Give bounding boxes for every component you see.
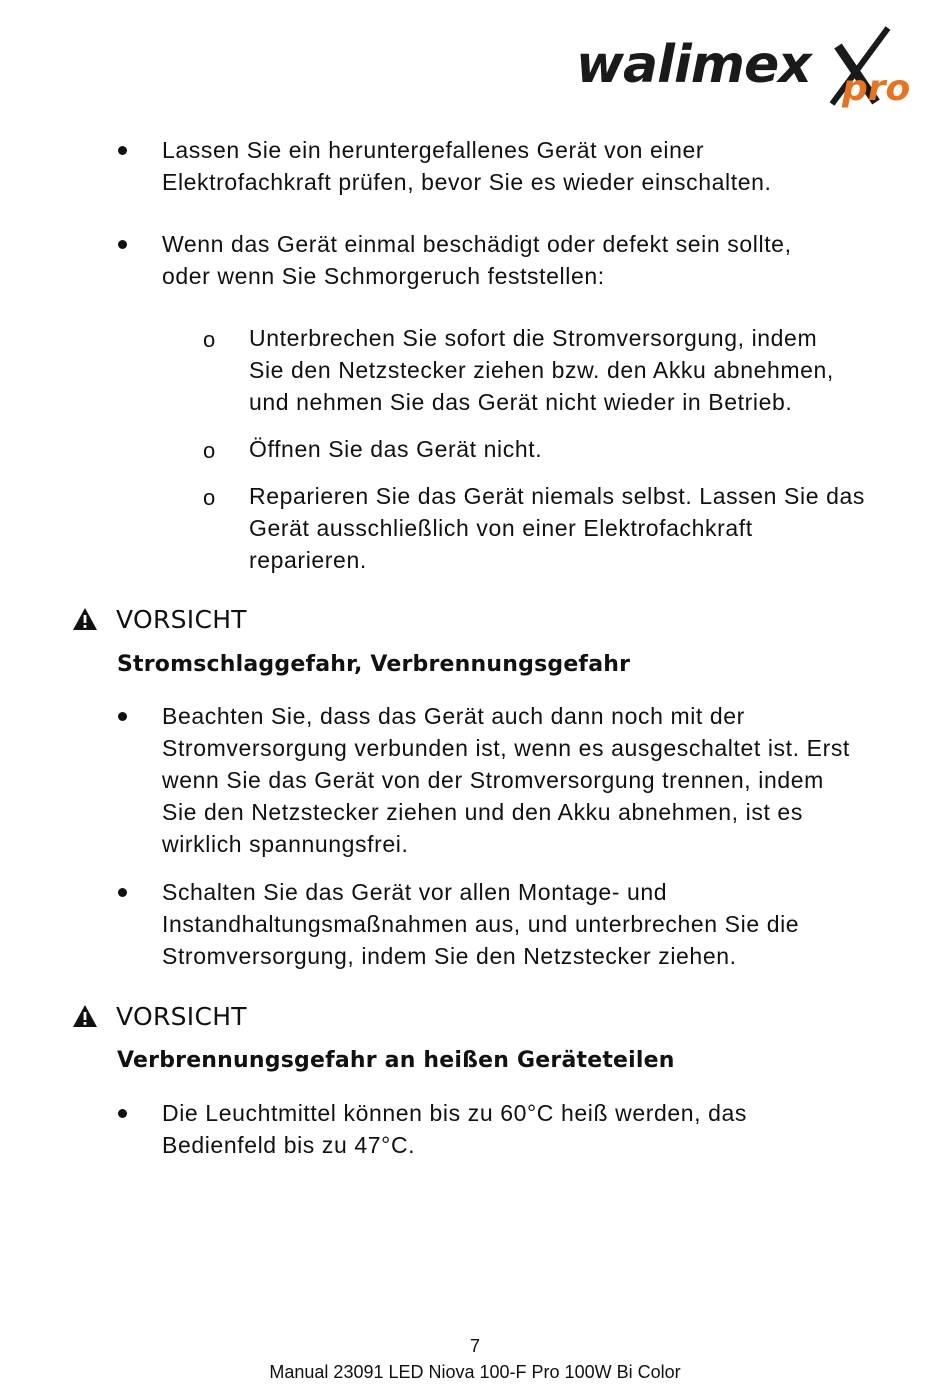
logo-brand-text: walimex [576,35,811,95]
intro-bullet-1-line-1: Lassen Sie ein heruntergefallenes Gerät von einer [162,137,705,163]
bullet-dot [118,1109,127,1118]
page-number: 7 [469,1336,480,1356]
sub-bullet-3-line-1: Reparieren Sie das Gerät niemals selbst. Lassen Sie das [249,483,865,509]
intro-bullet-1-line-2: Elektrofachkraft prüfen, bevor Sie es wieder einschalten. [162,169,772,195]
section-1-bullet-1-line-4: Sie den Netzstecker ziehen und den Akku abnehmen, ist es [162,799,803,825]
sub-bullet-1-line-3: und nehmen Sie das Gerät nicht wieder in Betrieb. [249,389,793,415]
section-1-bullet-2-line-3: Stromversorgung, indem Sie den Netzstecker ziehen. [162,943,737,969]
sub-bullet-1-line-2: Sie den Netzstecker ziehen bzw. den Akku abnehmen, [249,357,834,383]
section-1-bullet-1-line-3: wenn Sie das Gerät von der Stromversorgung trennen, indem [162,767,824,793]
sub-bullet-3-line-2: Gerät ausschließlich von einer Elektrofachkraft [249,515,753,541]
bullet-dot [118,240,127,249]
walimex-pro-logo [570,24,930,108]
warning-label: VORSICHT [116,604,247,634]
section-1-bullet-1-line-1: Beachten Sie, dass das Gerät auch dann noch mit der [162,703,745,729]
section-2-bullet-1-line-2: Bedienfeld bis zu 47°C. [162,1132,416,1158]
section-1-bullet-1-line-5: wirklich spannungsfrei. [162,831,409,857]
logo-suffix-text: pro [842,68,911,108]
sub-bullet-2-line-1: Öffnen Sie das Gerät nicht. [249,436,543,462]
bullet-dot [118,712,127,721]
warning-row [72,603,247,635]
section-2-bullet-1-line-1: Die Leuchtmittel können bis zu 60°C heiß werden, das [162,1100,748,1126]
section-heading: Verbrennungsgefahr an heißen Geräteteilen [117,1048,675,1073]
section-1-bullet-1-line-2: Stromversorgung verbunden ist, wenn es ausgeschaltet ist. Erst [162,735,850,761]
bullet-dot [118,888,127,897]
section-1-bullet-2-line-1: Schalten Sie das Gerät vor allen Montage- und [162,879,668,905]
intro-bullet-2-line-2: oder wenn Sie Schmorgeruch feststellen: [162,263,605,289]
sub-bullet-marker: o [203,485,216,510]
warning-triangle-icon [72,607,98,631]
sub-bullet-marker: o [203,327,216,352]
section-heading: Stromschlaggefahr, Verbrennungsgefahr [117,652,631,677]
warning-row [72,1000,247,1032]
intro-bullet-2-line-1: Wenn das Gerät einmal beschädigt oder defekt sein sollte, [162,231,792,257]
warning-triangle-icon [72,1004,98,1028]
bullet-dot [118,146,127,155]
footer-manual-title: Manual 23091 LED Niova 100-F Pro 100W Bi Color [269,1362,681,1382]
sub-bullet-3-line-3: reparieren. [249,547,367,573]
section-1-bullet-2-line-2: Instandhaltungsmaßnahmen aus, und unterbrechen Sie die [162,911,800,937]
sub-bullet-marker: o [203,438,216,463]
sub-bullet-1-line-1: Unterbrechen Sie sofort die Stromversorgung, indem [249,325,818,351]
warning-label: VORSICHT [116,1001,247,1031]
